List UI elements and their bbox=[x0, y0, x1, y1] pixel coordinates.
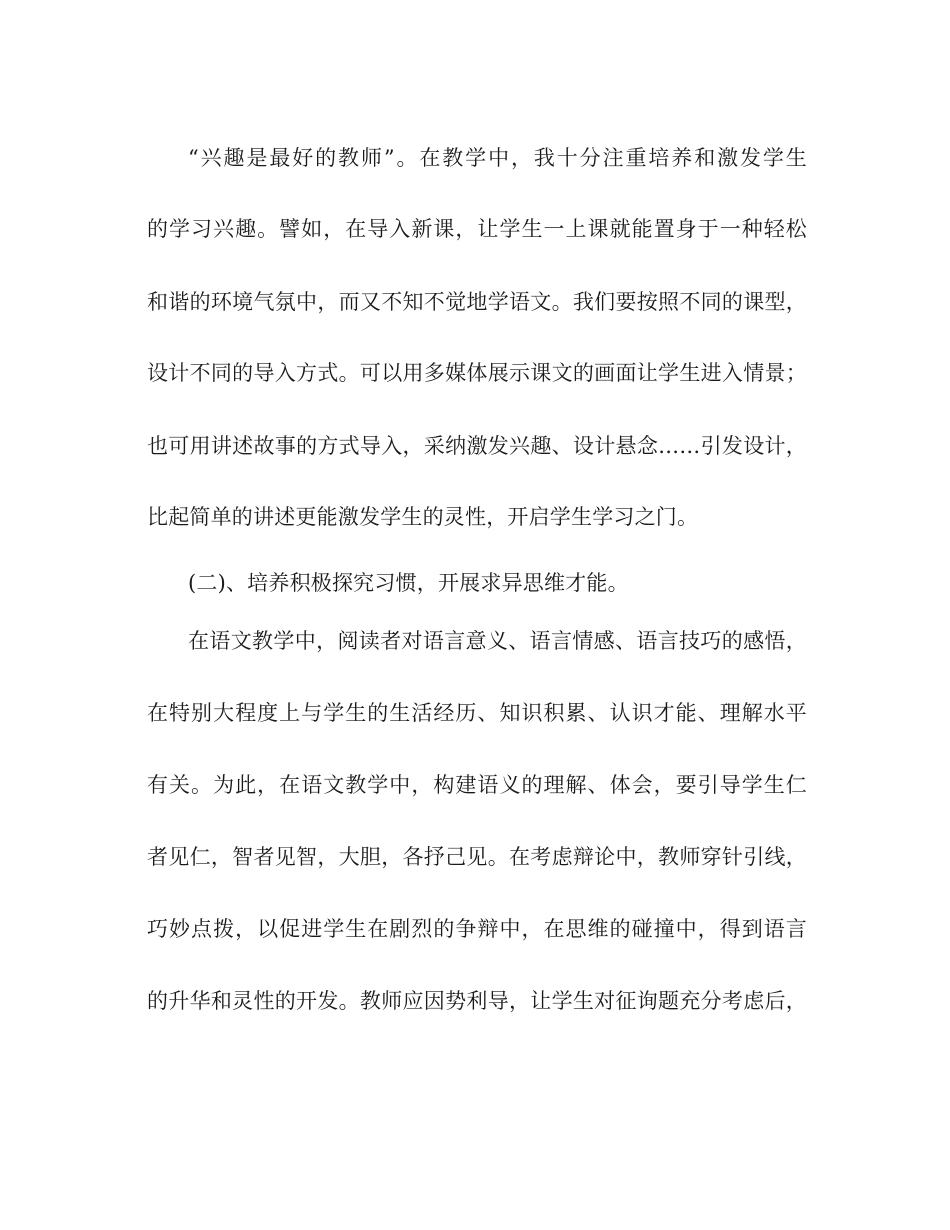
text-line: “兴趣是最好的教师”。在教学中，我十分注重培养和激发学生 bbox=[188, 146, 807, 170]
text-line: 的学习兴趣。譬如，在导入新课，让学生一上课就能置身于一种轻松 bbox=[147, 217, 807, 241]
text-line: 巧妙点拨，以促进学生在剧烈的争辩中，在思维的碰撞中，得到语言 bbox=[147, 917, 807, 941]
text-line: 者见仁，智者见智，大胆，各抒己见。在考虑辩论中，教师穿针引线， bbox=[147, 845, 807, 869]
text-line: 在特别大程度上与学生的生活经历、知识积累、认识才能、理解水平 bbox=[147, 701, 807, 725]
text-line: 和谐的环境气氛中，而又不知不觉地学语文。我们要按照不同的课型， bbox=[147, 290, 807, 314]
text-line: 比起简单的讲述更能激发学生的灵性，开启学生学习之门。 bbox=[147, 505, 699, 529]
text-line: 设计不同的导入方式。可以用多媒体展示课文的画面让学生进入情景； bbox=[147, 361, 807, 385]
text-line: 的升华和灵性的开发。教师应因势利导，让学生对征询题充分考虑后， bbox=[147, 989, 807, 1013]
text-line: 有关。为此，在语文教学中，构建语义的理解、体会，要引导学生仁 bbox=[147, 773, 807, 797]
text-line: 也可用讲述故事的方式导入，采纳激发兴趣、设计悬念……引发设计， bbox=[147, 434, 807, 458]
section-heading: (二)、培养积极探究习惯，开展求异思维才能。 bbox=[188, 571, 629, 595]
text-line: 在语文教学中，阅读者对语言意义、语言情感、语言技巧的感悟， bbox=[188, 629, 807, 653]
